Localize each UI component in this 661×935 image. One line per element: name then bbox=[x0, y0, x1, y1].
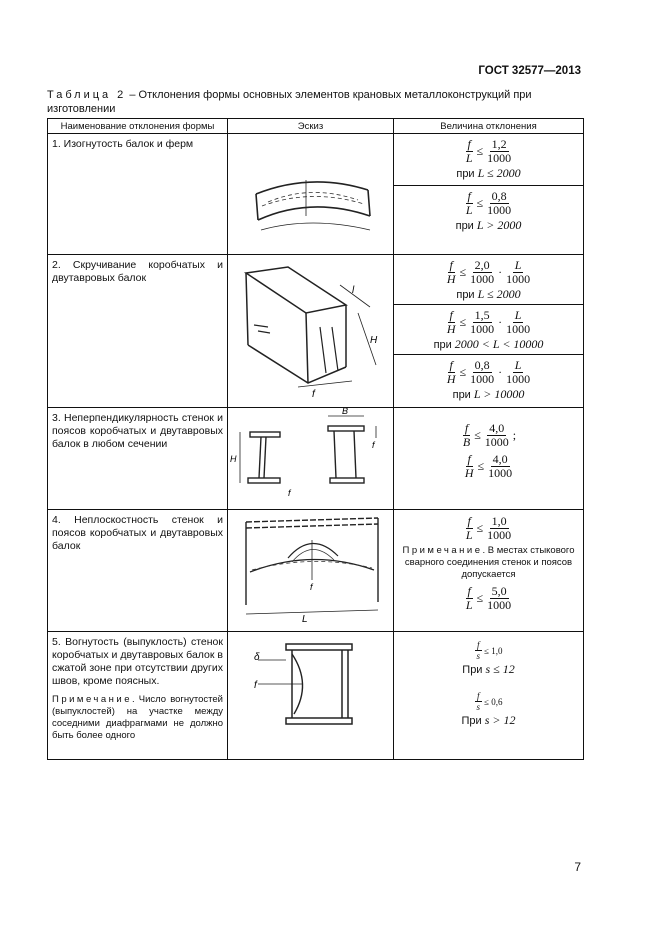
svg-text:H: H bbox=[230, 454, 237, 464]
caption-text: – Отклонения формы основных элементов крановых металлоконструкций при изготовлении bbox=[47, 89, 532, 115]
row1-name: 1. Изогнутость балок и ферм bbox=[52, 138, 194, 150]
svg-text:f: f bbox=[312, 389, 315, 400]
beam-twist-sketch bbox=[228, 255, 394, 407]
svg-text:f: f bbox=[254, 680, 257, 691]
row2-name: 2. Скручивание коробчатых и двутавровых балок bbox=[52, 259, 223, 284]
svg-text:H: H bbox=[370, 335, 378, 346]
svg-text:f: f bbox=[310, 582, 313, 592]
svg-text:f: f bbox=[288, 488, 291, 498]
row2-value-c: $\frac{f}{H}$ ≤ $\frac{0,8}{1000}$ · $\frac{L}{1000}$ при L > 10000 bbox=[394, 354, 583, 405]
row3-name: 3. Неперпендикулярность стенок и поясов коробчатых и двутавровых балок в любом сечении bbox=[52, 412, 223, 450]
row5-name: 5. Вогнутость (выпуклость) стенок коробчатых и двутавровых балок в сжатой зоне при отсутствии других швов, кроме поясных. Примечание. Число вогнутостей (выпуклостей) на участке между соседними диафрагмами не должно быть более одного bbox=[52, 636, 223, 741]
row2-value-a: $\frac{f}{H}$ ≤ $\frac{2,0}{1000}$ · $\frac{L}{1000}$ при L ≤ 2000 bbox=[446, 258, 531, 301]
row3-value: $\frac{f}{B}$ ≤ $\frac{4,0}{1000}$ ; $\frac{f}{H}$ ≤ $\frac{4,0}{1000}$ bbox=[462, 421, 517, 480]
header-value: Величина отклонения bbox=[394, 119, 584, 134]
row3-sketch bbox=[228, 408, 394, 510]
table-row bbox=[48, 632, 584, 760]
beam-curvature-sketch bbox=[228, 134, 394, 254]
standard-number: ГОСТ 32577—2013 bbox=[478, 65, 581, 77]
row5-note: Примечание. Число вогнутостей (выпуклостей) на участке между соседними диафрагмами не должно быть более одного bbox=[52, 694, 223, 741]
web-flatness-sketch bbox=[228, 510, 394, 630]
table-caption bbox=[47, 88, 587, 116]
caption-label: Таблица 2 bbox=[47, 89, 127, 101]
row5-sketch bbox=[228, 632, 394, 760]
table-header-row bbox=[48, 119, 584, 134]
header-sketch: Эскиз bbox=[228, 119, 394, 134]
row5-value: $\frac{f}{s}$ ≤ 1,0 При s ≤ 12 $\frac{f}{s}$ ≤ 0,6 При s > 12 bbox=[461, 640, 516, 727]
table-row bbox=[48, 134, 584, 255]
row2-sketch bbox=[228, 255, 394, 408]
svg-text:l: l bbox=[352, 285, 355, 296]
deviation-table bbox=[47, 118, 584, 760]
svg-text:f: f bbox=[372, 440, 375, 450]
row1-sketch bbox=[228, 134, 394, 255]
web-concavity-sketch bbox=[228, 632, 394, 742]
svg-text:B: B bbox=[342, 408, 349, 416]
row4-value: $\frac{f}{L}$ ≤ $\frac{1,0}{1000}$ Примечание. В местах стыкового сварного соединения стенок и поясов допускается $\frac{f}{L}$ ≤ $\frac{5,0}{1000}$ bbox=[394, 510, 583, 612]
row4-name: 4. Неплоскостность стенок и поясов коробчатых и двутавровых балок bbox=[52, 514, 223, 552]
row2-value-b: $\frac{f}{H}$ ≤ $\frac{1,5}{1000}$ · $\frac{L}{1000}$ при 2000 < L < 10000 bbox=[394, 304, 583, 354]
table-row bbox=[48, 510, 584, 632]
table-row bbox=[48, 255, 584, 408]
svg-text:L: L bbox=[302, 614, 308, 625]
row4-value-note: Примечание. В местах стыкового сварного соединения стенок и поясов допускается bbox=[402, 545, 575, 580]
header-name: Наименование отклонения формы bbox=[48, 119, 228, 134]
table-row bbox=[48, 408, 584, 510]
row1-value-a: $\frac{f}{L}$ ≤ $\frac{1,2}{1000}$ при L ≤ 2000 bbox=[456, 137, 521, 180]
page-number: 7 bbox=[574, 860, 581, 874]
svg-text:δ: δ bbox=[254, 652, 260, 663]
web-perpendicularity-sketch bbox=[228, 408, 394, 508]
row4-sketch bbox=[228, 510, 394, 632]
row1-value-b: $\frac{f}{L}$ ≤ $\frac{0,8}{1000}$ при L > 2000 bbox=[394, 185, 583, 251]
